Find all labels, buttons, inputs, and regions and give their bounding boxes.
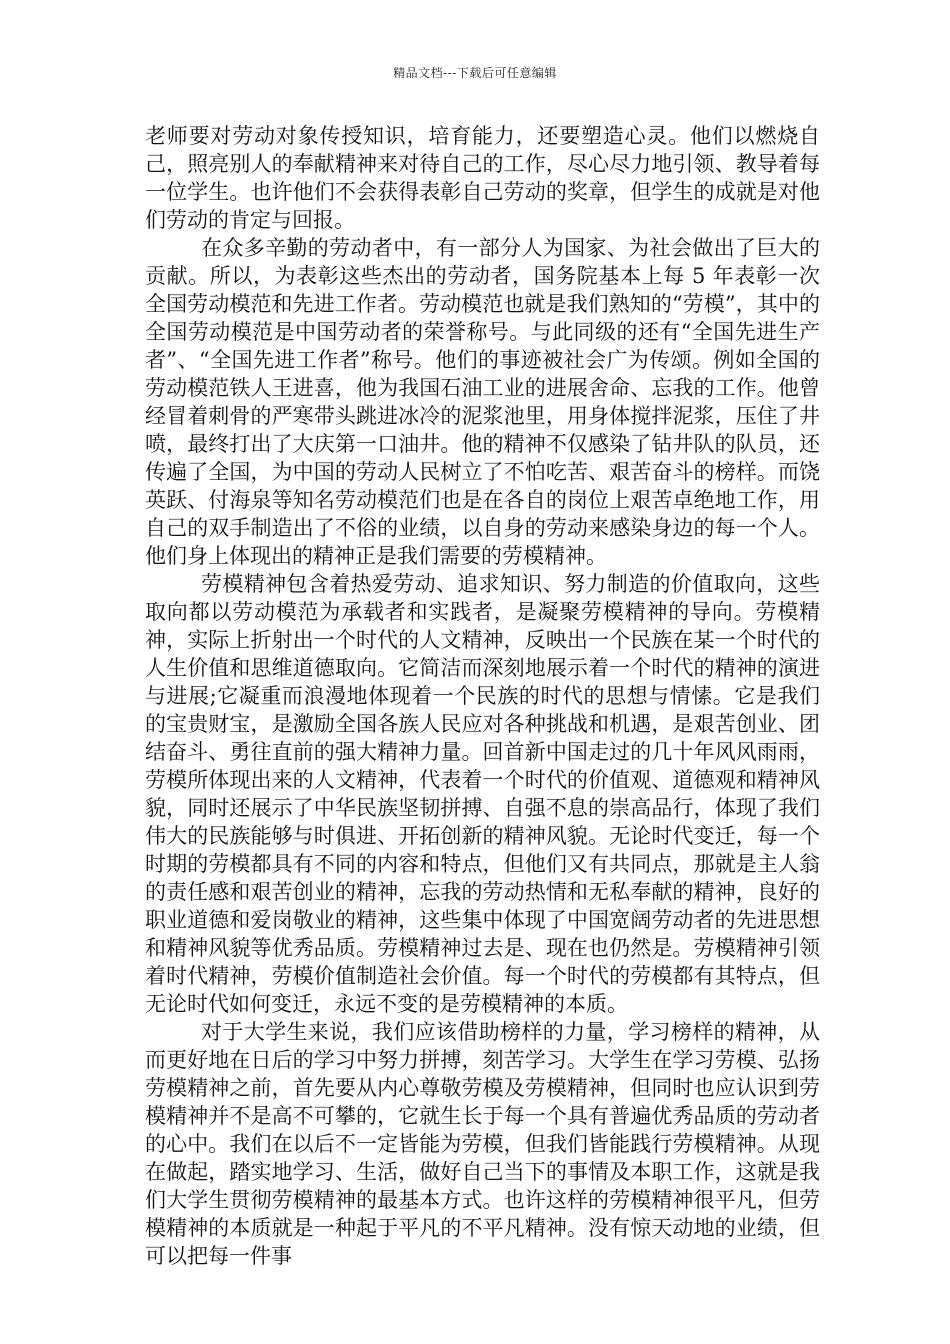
paragraph-3: 劳模精神包含着热爱劳动、追求知识、努力制造的价值取向，这些取向都以劳动模范为承载者和实践者，是凝聚劳模精神的导向。劳模精神，实际上折射出一个时代的人文精神，反映出一个民族在某一个时代的人生价值和思维道德取向。它简洁而深刻地展示着一个时代的精神的演进与进展;它凝重而浪漫地体现着一个民族的时代的思想与情愫。它是我们的宝贵财宝，是激励全国各族人民应对各种挑战和机遇，是艰苦创业、团结奋斗、勇往直前的强大精神力量。回首新中国走过的几十年风风雨雨，劳模所体现出来的人文精神，代表着一个时代的价值观、道德观和精神风貌，同时还展示了中华民族坚韧拼搏、自强不息的崇高品行，体现了我们伟大的民族能够与时俱进、开拓创新的精神风貌。无论时代变迁，每一个时期的劳模都具有不同的内容和特点，但他们又有共同点，那就是主人翁的责任感和艰苦创业的精神，忘我的劳动热情和无私奉献的精神，良好的职业道德和爱岗敬业的精神，这些集中体现了中国宽阔劳动者的先进思想和精神风貌等优秀品质。劳模精神过去是、现在也仍然是。劳模精神引领着时代精神，劳模价值制造社会价值。每一个时代的劳模都有其特点，但无论时代如何变迁，永远不变的是劳模精神的本质。 <box>145 572 820 1016</box>
document-body <box>145 122 820 1270</box>
paragraph-4: 对于大学生来说，我们应该借助榜样的力量，学习榜样的精神，从而更好地在日后的学习中努力拼搏，刻苦学习。大学生在学习劳模、弘扬劳模精神之前，首先要从内心尊敬劳模及劳模精神，但同时也应认识到劳模精神并不是高不可攀的，它就生长于每一个具有普遍优秀品质的劳动者的心中。我们在以后不一定皆能为劳模，但我们皆能践行劳模精神。从现在做起，踏实地学习、生活，做好自己当下的事情及本职工作，这就是我们大学生贯彻劳模精神的最基本方式。也许这样的劳模精神很平凡，但劳模精神的本质就是一种起于平凡的不平凡精神。没有惊天动地的业绩，但可以把每一件事 <box>145 1020 820 1268</box>
page-header: 精品文档---下载后可任意编辑 <box>393 66 557 80</box>
paragraph-1: 老师要对劳动对象传授知识，培育能力，还要塑造心灵。他们以燃烧自己，照亮别人的奉献精神来对待自己的工作，尽心尽力地引领、教导着每一位学生。也许他们不会获得表彰自己劳动的奖章，但学生的成就是对他们劳动的肯定与回报。 <box>145 124 820 232</box>
paragraph-2: 在众多辛勤的劳动者中，有一部分人为国家、为社会做出了巨大的贡献。所以，为表彰这些杰出的劳动者，国务院基本上每 5 年表彰一次全国劳动模范和先进工作者。劳动模范也就是我们熟知的“劳模”，其中的全国劳动模范是中国劳动者的荣誉称号。与此同级的还有“全国先进生产者”、“全国先进工作者”称号。他们的事迹被社会广为传颂。例如全国的劳动模范铁人王进喜，他为我国石油工业的进展舍命、忘我的工作。他曾经冒着刺骨的严寒带头跳进冰冷的泥浆池里，用身体搅拌泥浆，压住了井喷，最终打出了大庆第一口油井。他的精神不仅感染了钻井队的队员，还传遍了全国，为中国的劳动人民树立了不怕吃苦、艰苦奋斗的榜样。而饶英跃、付海泉等知名劳动模范们也是在各自的岗位上艰苦卓绝地工作，用自己的双手制造出了不俗的业绩，以自身的劳动来感染身边的每一个人。他们身上体现出的精神正是我们需要的劳模精神。 <box>145 236 820 568</box>
